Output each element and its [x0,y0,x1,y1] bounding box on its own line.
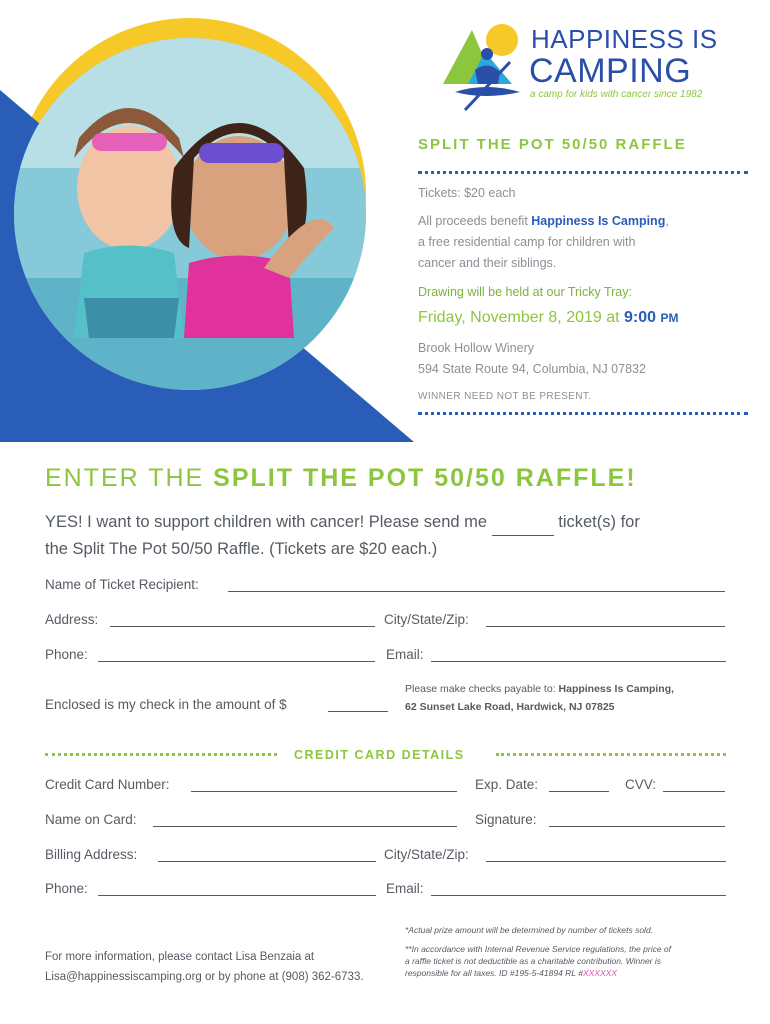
city-state-zip-label: City/State/Zip: [384,612,469,627]
cvv-label: CVV: [625,777,657,792]
logo-text-line1: HAPPINESS IS [531,24,718,54]
cc-email-label: Email: [386,881,424,896]
org-name: Happiness Is Camping [531,214,666,228]
exp-date-field[interactable] [549,791,609,792]
card-number-field[interactable] [191,791,457,792]
benefit-text: All proceeds benefit Happiness Is Camping, a free residential camp for children with cancer and their siblings. [418,214,669,270]
city-state-zip-field[interactable] [486,626,725,627]
email-field[interactable] [431,661,726,662]
name-recipient-label: Name of Ticket Recipient: [45,577,199,592]
irs-note: **In accordance with Internal Revenue Service regulations, the price of a raffle ticket is not deductible as a charitable contribution. Winner is responsible for all taxes. ID #195-5-41894 RL #XXXXXX [405,944,672,978]
name-recipient-field[interactable] [228,591,725,592]
cc-city-state-zip-label: City/State/Zip: [384,847,469,862]
drawing-date: Friday, November 8, 2019 at 9:00 PM [418,309,679,326]
winner-notice: WINNER NEED NOT BE PRESENT. [418,391,592,402]
address-field[interactable] [110,626,375,627]
signature-field[interactable] [549,826,725,827]
cvv-field[interactable] [663,791,725,792]
email-label: Email: [386,647,424,662]
cc-city-state-zip-field[interactable] [486,861,726,862]
green-dotted-divider-left [45,753,277,756]
green-dotted-divider-right [496,753,726,756]
cc-email-field[interactable] [431,895,726,896]
ticket-count-field[interactable] [492,509,554,536]
logo-text-line2: CAMPING [529,52,692,90]
credit-card-title: CREDIT CARD DETAILS [294,748,465,762]
billing-address-label: Billing Address: [45,847,138,862]
address-label: Address: [45,612,99,627]
drawing-info: Drawing will be held at our Tricky Tray: [418,285,632,299]
logo-tagline: a camp for kids with cancer since 1982 [530,89,703,100]
payable-note: Please make checks payable to: Happiness Is Camping, 62 Sunset Lake Road, Hardwick, NJ 07825 [405,683,675,713]
exp-date-label: Exp. Date: [475,777,539,792]
form-intro: YES! I want to support children with cancer! Please send me ticket(s) for the Split The Pot 50/50 Raffle. (Tickets are $20 each.) [45,509,735,562]
venue-address: 594 State Route 94, Columbia, NJ 07832 [418,362,646,376]
name-on-card-field[interactable] [153,826,457,827]
phone-label: Phone: [45,647,88,662]
tickets-price: Tickets: $20 each [418,186,516,200]
prize-note: *Actual prize amount will be determined by number of tickets sold. [405,925,654,935]
billing-address-field[interactable] [158,861,376,862]
kids-swimming-photo [14,38,366,390]
form-title: ENTER THE SPLIT THE POT 50/50 RAFFLE! [45,464,637,492]
contact-info: For more information, please contact Lisa Benzaia at Lisa@happinessiscamping.org or by phone at (908) 362-6733. [45,951,364,983]
signature-label: Signature: [475,812,537,827]
raffle-title: SPLIT THE POT 50/50 RAFFLE [418,136,687,153]
check-amount-label: Enclosed is my check in the amount of $ [45,697,287,712]
cc-phone-label: Phone: [45,881,88,896]
venue-name: Brook Hollow Winery [418,341,535,355]
phone-field[interactable] [98,661,375,662]
cc-phone-field[interactable] [98,895,376,896]
check-amount-field[interactable] [328,711,388,712]
blue-dotted-divider-bottom [418,412,748,415]
card-number-label: Credit Card Number: [45,777,170,792]
blue-dotted-divider-top [418,171,748,174]
name-on-card-label: Name on Card: [45,812,137,827]
